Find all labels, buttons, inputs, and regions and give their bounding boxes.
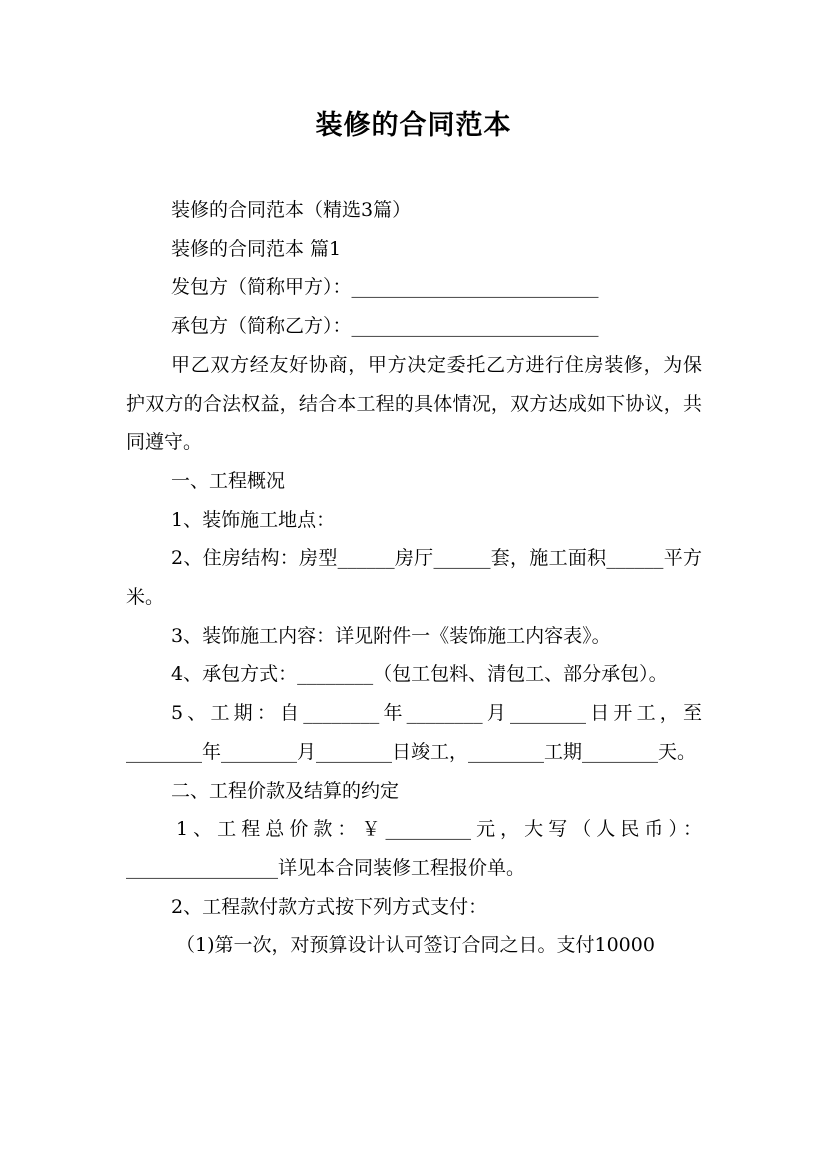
section-one-heading: 一、工程概况	[171, 469, 286, 492]
clause-1-4: 4、承包方式：________（包工包料、清包工、部分承包）。	[171, 663, 668, 686]
party-b-line: 承包方（简称乙方）：__________________________	[171, 315, 599, 338]
subtitle-paragraph: 装修的合同范本（精选3篇）	[171, 199, 412, 221]
clause-1-2: 2、住房结构：房型______房厅______套，施工面积______平方米。	[126, 547, 702, 609]
clause-1-3: 3、装饰施工内容：详见附件一《装饰施工内容表》。	[171, 624, 611, 647]
section-two-heading: 二、工程价款及结算的约定	[171, 779, 400, 802]
party-a-line: 发包方（简称甲方）：__________________________	[171, 276, 599, 299]
document-body	[126, 191, 702, 965]
clause-2-1: 1、工程总价款：￥_________元，大写（人民币）：________________详见本合同装修工程报价单。	[126, 818, 702, 879]
clause-1-1: 1、装饰施工地点：	[171, 508, 336, 531]
clause-2-2: 2、工程款付款方式按下列方式支付：	[171, 895, 488, 918]
document-title: 装修的合同范本	[315, 110, 512, 141]
clause-1-5: 5、工期：自________年________月________日开工，至________年________月________日竣工，________工期________天。	[126, 702, 702, 763]
clause-2-2-1: （1)第一次，对预算设计认可签订合同之日。支付10000	[176, 934, 655, 957]
intro-paragraph: 甲乙双方经友好协商，甲方决定委托乙方进行住房装修，为保护双方的合法权益，结合本工程的具体情况，双方达成如下协议，共同遵守。	[126, 353, 702, 454]
section-heading: 装修的合同范本 篇1	[171, 237, 342, 260]
